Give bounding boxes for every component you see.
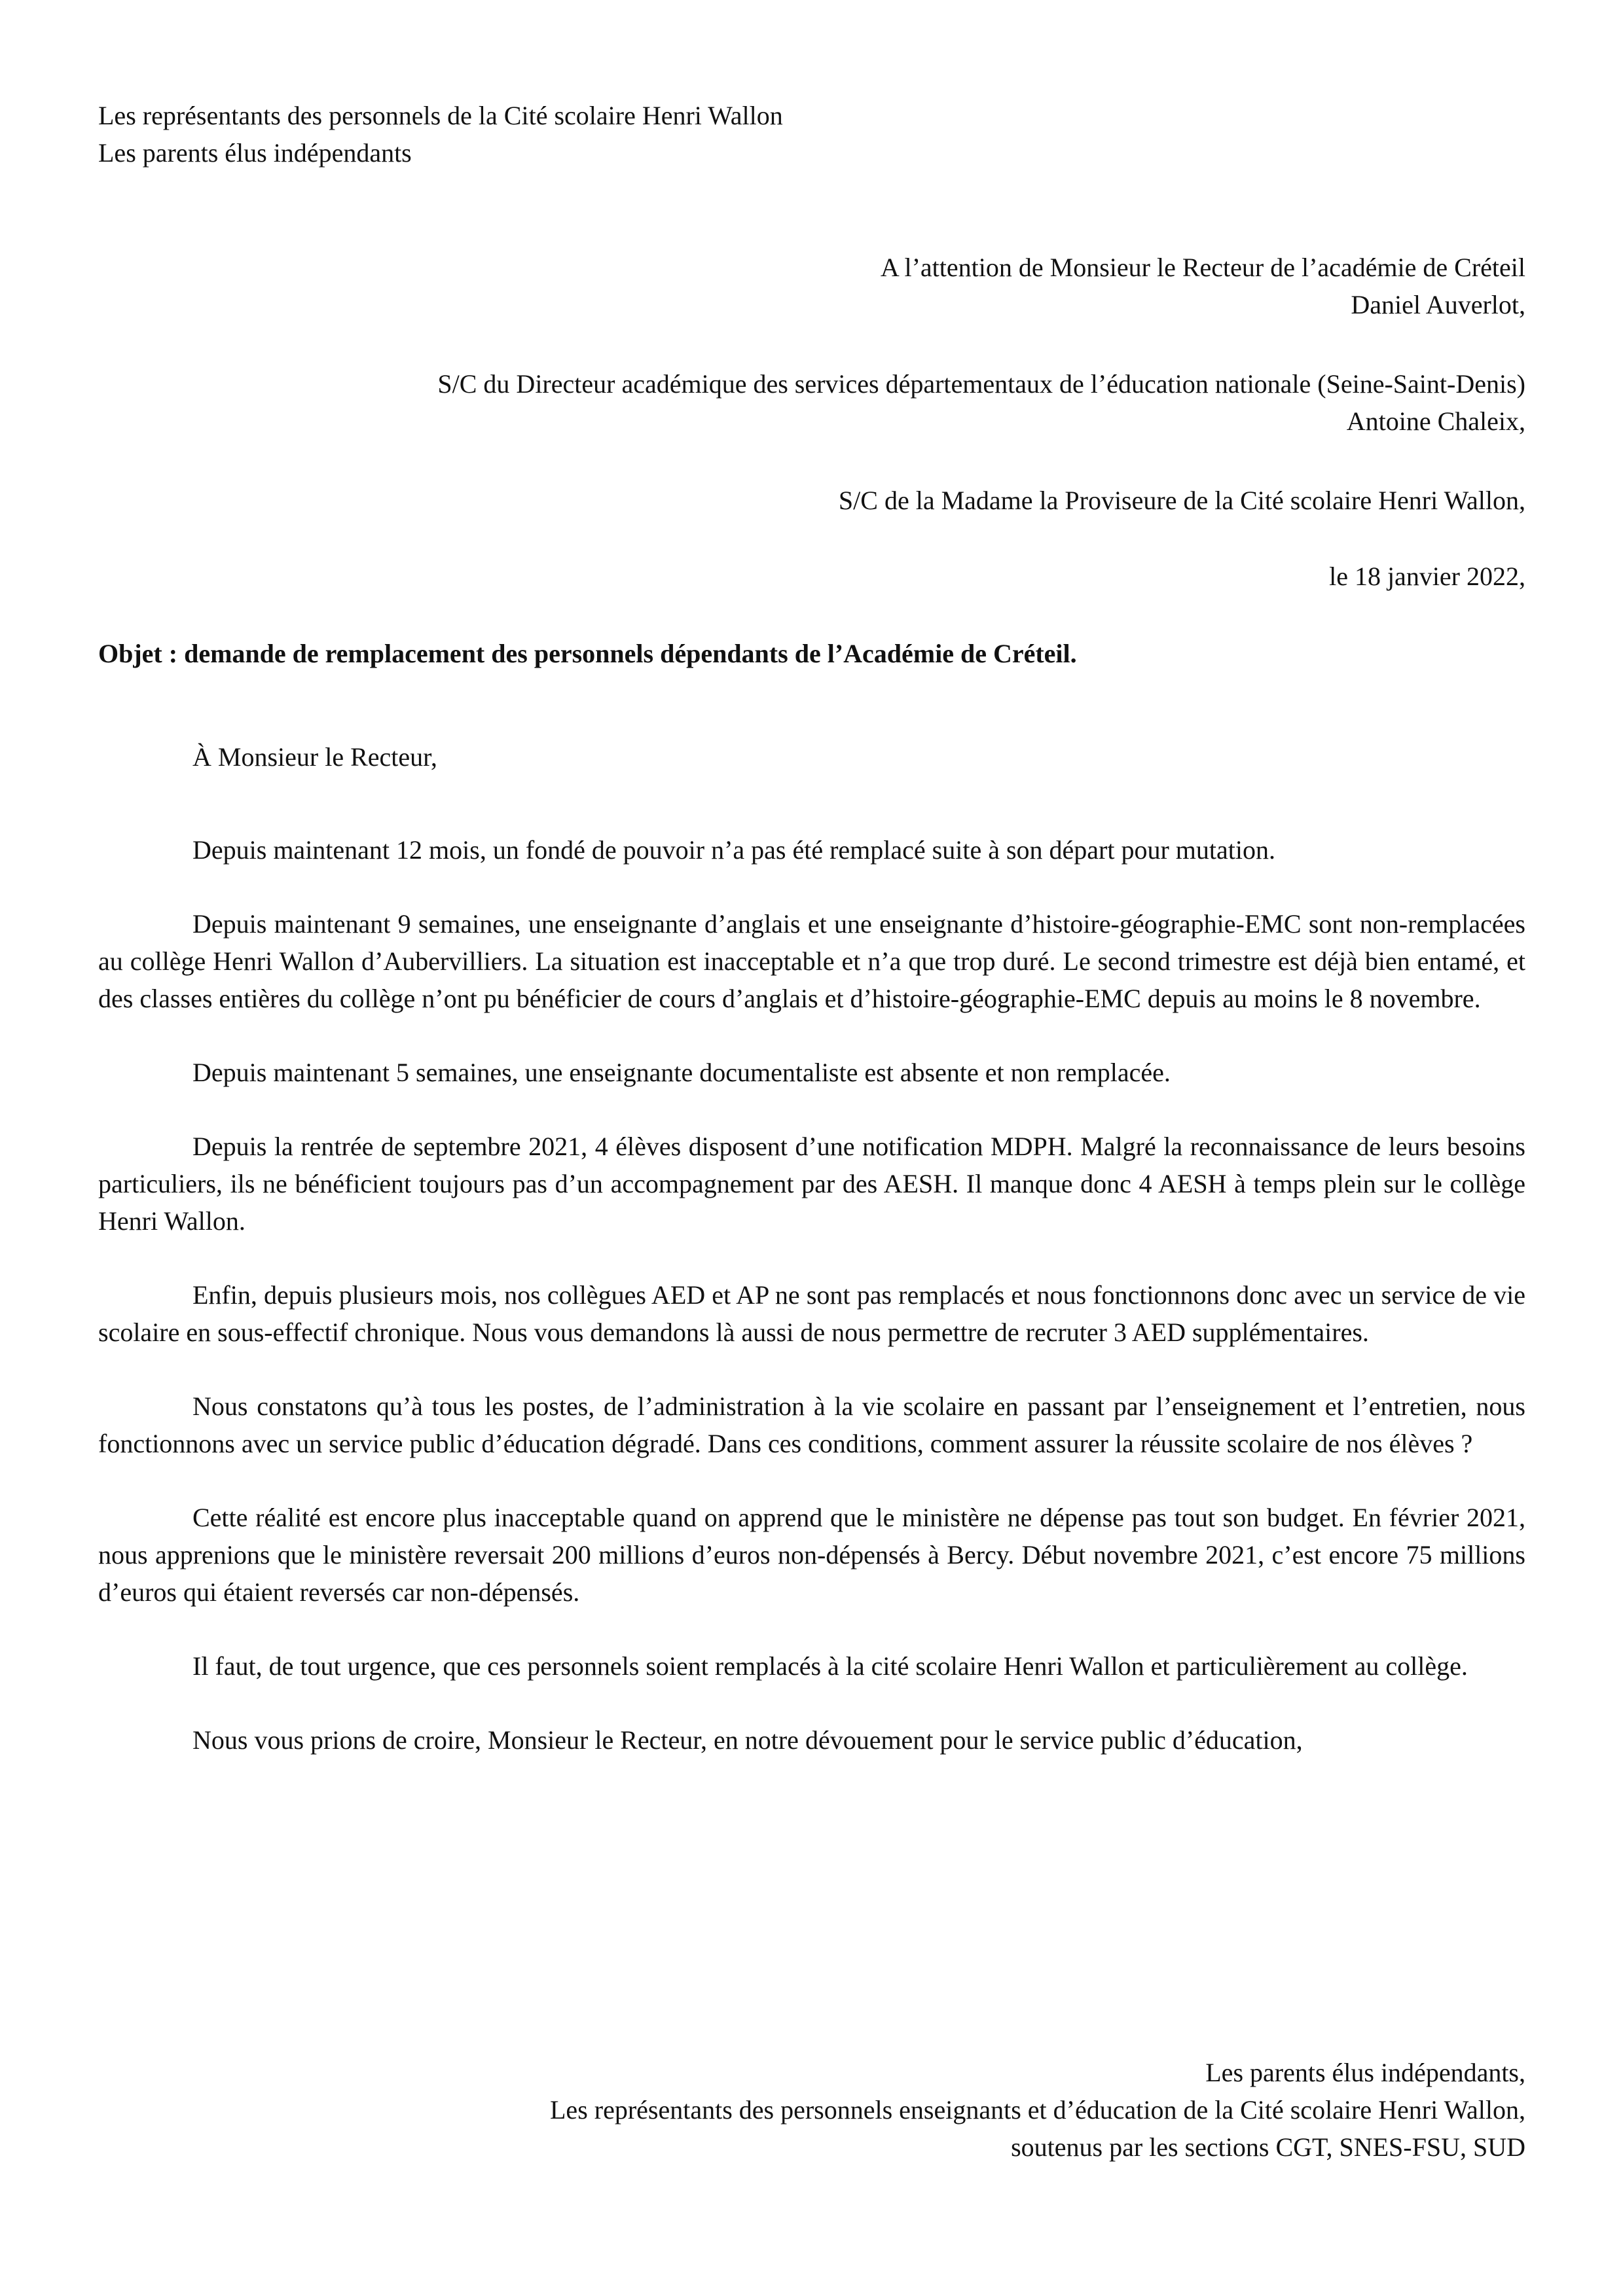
recipient-name: Daniel Auverlot, [1351, 290, 1525, 319]
body-paragraph: Depuis maintenant 12 mois, un fondé de pouvoir n’a pas été remplacé suite à son départ pour mutation. [192, 835, 1276, 865]
letter-subject: Objet : demande de remplacement des personnels dépendants de l’Académie de Créteil. [98, 639, 1077, 668]
body-paragraph: Depuis maintenant 5 semaines, une enseignante documentaliste est absente et non remplacée. [192, 1058, 1171, 1087]
body-paragraph: Il faut, de tout urgence, que ces personnels soient remplacés à la cité scolaire Henri Wallon et particulièrement au collège. [192, 1651, 1468, 1681]
sender-line: Les représentants des personnels de la Cité scolaire Henri Wallon [98, 101, 783, 130]
signature-line: Les représentants des personnels enseignants et d’éducation de la Cité scolaire Henri Wallon, [550, 2095, 1525, 2125]
letter-date: le 18 janvier 2022, [1329, 562, 1525, 591]
recipient-line: S/C du Directeur académique des services départementaux de l’éducation nationale (Seine-Saint-Denis) [437, 369, 1525, 399]
recipient-line: S/C de la Madame la Proviseure de la Cité scolaire Henri Wallon, [838, 486, 1525, 515]
body-paragraph: Nous constatons qu’à tous les postes, de l’administration à la vie scolaire en passant par l’enseignement et l’entretien, nous fonctionnons avec un service public d’éducation dégradé. Dans ces conditions, comment assurer la réussite scolaire de nos élèves ? [98, 1391, 1525, 1458]
recipient-line: A l’attention de Monsieur le Recteur de l’académie de Créteil [880, 253, 1525, 282]
letter-body [98, 738, 1525, 1795]
body-paragraph: Depuis maintenant 9 semaines, une enseignante d’anglais et une enseignante d’histoire-géographie-EMC sont non-remplacées au collège Henri Wallon d’Aubervilliers. La situation est inacceptable et n’a que trop duré. Le second trimestre est déjà bien entamé, et des classes entières du collège n’ont pu bénéficier de cours d’anglais et d’histoire-géographie-EMC depuis au moins le 8 novembre. [98, 909, 1525, 1013]
closing-paragraph: Nous vous prions de croire, Monsieur le Recteur, en notre dévouement pour le service public d’éducation, [192, 1725, 1303, 1755]
recipient-principal [98, 482, 1525, 519]
signature-line: soutenus par les sections CGT, SNES-FSU, SUD [1011, 2132, 1525, 2162]
recipient-director [98, 365, 1525, 440]
signature-line: Les parents élus indépendants, [1205, 2058, 1525, 2087]
salutation: À Monsieur le Recteur, [192, 742, 437, 772]
sender-block [98, 97, 1525, 171]
sender-line: Les parents élus indépendants [98, 138, 412, 168]
body-paragraph: Enfin, depuis plusieurs mois, nos collègues AED et AP ne sont pas remplacés et nous fonctionnons donc avec un service de vie scolaire en sous-effectif chronique. Nous vous demandons là aussi de nous permettre de recruter 3 AED supplémentaires. [98, 1280, 1525, 1347]
signature-block [98, 2054, 1525, 2166]
body-paragraph: Cette réalité est encore plus inacceptable quand on apprend que le ministère ne dépense pas tout son budget. En février 2021, nous apprenions que le ministère reversait 200 millions d’euros non-dépensés à Bercy. Début novembre 2021, c’est encore 75 millions d’euros qui étaient reversés car non-dépensés. [98, 1503, 1525, 1607]
recipient-name: Antoine Chaleix, [1346, 406, 1525, 436]
body-paragraph: Depuis la rentrée de septembre 2021, 4 élèves disposent d’une notification MDPH. Malgré la reconnaissance de leurs besoins particuliers, ils ne bénéficient toujours pas d’un accompagnement par des AESH. Il manque donc 4 AESH à temps plein sur le collège Henri Wallon. [98, 1132, 1525, 1236]
recipient-rector [98, 249, 1525, 323]
recipient-block [98, 249, 1525, 561]
